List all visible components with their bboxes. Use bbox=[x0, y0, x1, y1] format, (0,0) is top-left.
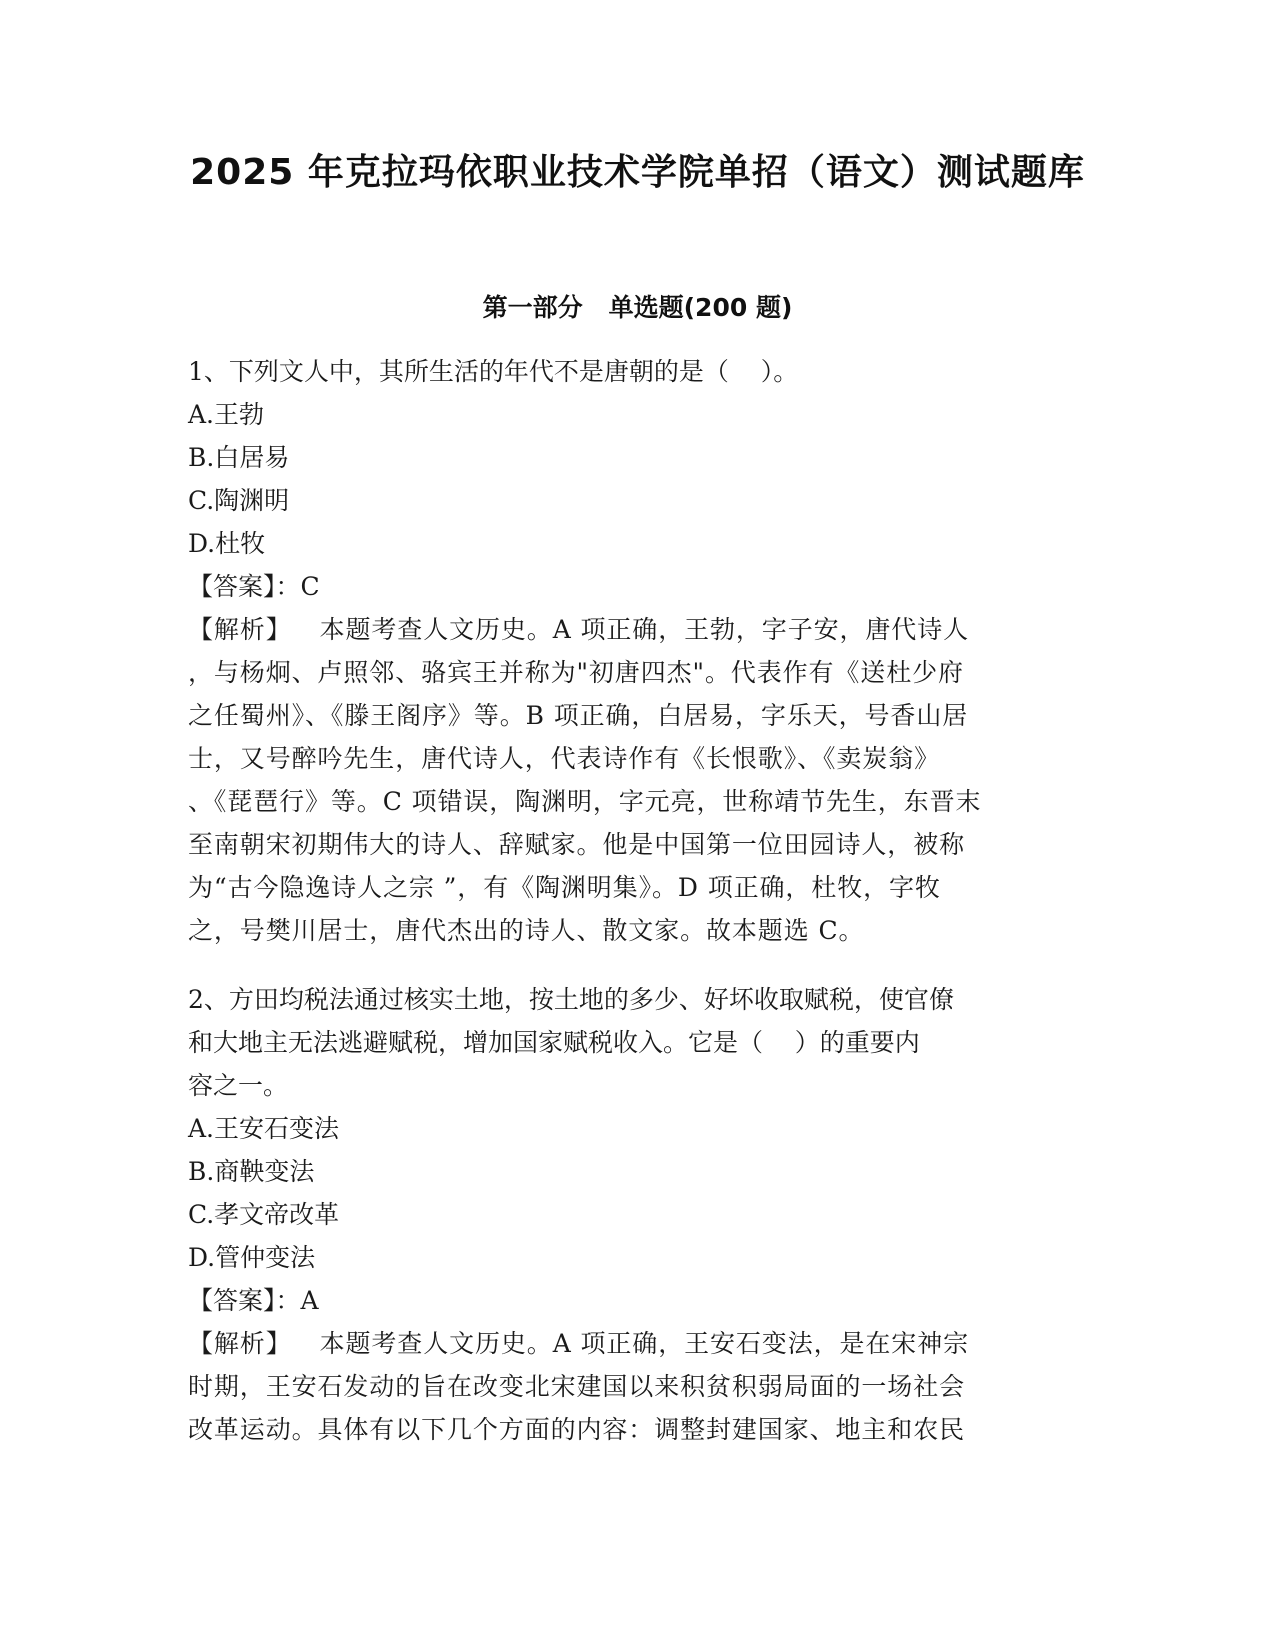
document-title: 2025 年克拉玛依职业技术学院单招（语文）测试题库 bbox=[190, 152, 1085, 193]
analysis-line: 为“古今隐逸诗人之宗 ”，有《陶渊明集》。D 项正确，杜牧，字牧 bbox=[188, 873, 941, 902]
question-stem: 1、下列文人中，其所生活的年代不是唐朝的是（ ）。 bbox=[188, 357, 799, 386]
answer-line bbox=[188, 565, 1088, 608]
answer-line bbox=[188, 1279, 1088, 1322]
analysis-text: 本题考查人文历史。A 项正确，王勃，字子安，唐代诗人 bbox=[319, 615, 970, 644]
analysis-line: ，与杨炯、卢照邻、骆宾王并称为"初唐四杰"。代表作有《送杜少府 bbox=[188, 658, 964, 687]
section-part-label: 第一部分 bbox=[482, 293, 583, 322]
analysis-line: 之，号樊川居士，唐代杰出的诗人、散文家。故本题选 C。 bbox=[188, 916, 865, 945]
option-d: D.管仲变法 bbox=[188, 1243, 316, 1272]
section-heading-text: 单选题(200 题) bbox=[608, 293, 793, 322]
analysis-line: 时期，王安石发动的旨在改变北宋建国以来积贫积弱局面的一场社会 bbox=[188, 1372, 966, 1401]
analysis-line bbox=[188, 608, 1088, 651]
option-d: D.杜牧 bbox=[188, 529, 266, 558]
question-1 bbox=[188, 350, 1088, 952]
option-a: A.王勃 bbox=[188, 400, 265, 429]
option-b: B.商鞅变法 bbox=[188, 1157, 315, 1186]
question-stem: 和大地主无法逃避赋税，增加国家赋税收入。它是（ ）的重要内 bbox=[188, 1028, 920, 1057]
question-2 bbox=[188, 978, 1088, 1451]
option-a: A.王安石变法 bbox=[188, 1114, 340, 1143]
answer-value: C bbox=[300, 572, 320, 601]
analysis-line: 之任蜀州》、《滕王阁序》等。B 项正确，白居易，字乐天，号香山居 bbox=[188, 701, 969, 730]
analysis-line: 改革运动。具体有以下几个方面的内容：调整封建国家、地主和农民 bbox=[188, 1415, 966, 1444]
analysis-line: 至南朝宋初期伟大的诗人、辞赋家。他是中国第一位田园诗人，被称 bbox=[188, 830, 966, 859]
answer-label: 【答案】： bbox=[188, 1286, 301, 1315]
option-c: C.陶渊明 bbox=[188, 486, 290, 515]
answer-label: 【答案】： bbox=[188, 572, 301, 601]
question-stem: 2、方田均税法通过核实土地，按土地的多少、好坏收取赋税，使官僚 bbox=[188, 985, 954, 1014]
analysis-line: 、《琵琶行》等。C 项错误，陶渊明，字元亮，世称靖节先生，东晋末 bbox=[188, 787, 982, 816]
question-stem: 容之一。 bbox=[188, 1071, 289, 1100]
analysis-text: 本题考查人文历史。A 项正确，王安石变法，是在宋神宗 bbox=[319, 1329, 970, 1358]
analysis-label: 【解析】 bbox=[188, 1329, 292, 1358]
analysis-label: 【解析】 bbox=[188, 615, 292, 644]
option-c: C.孝文帝改革 bbox=[188, 1200, 340, 1229]
answer-value: A bbox=[300, 1286, 319, 1315]
option-b: B.白居易 bbox=[188, 443, 290, 472]
analysis-line bbox=[188, 1322, 1088, 1365]
analysis-line: 士，又号醉吟先生，唐代诗人，代表诗作有《长恨歌》、《卖炭翁》 bbox=[188, 744, 941, 773]
section-heading bbox=[0, 290, 1275, 326]
